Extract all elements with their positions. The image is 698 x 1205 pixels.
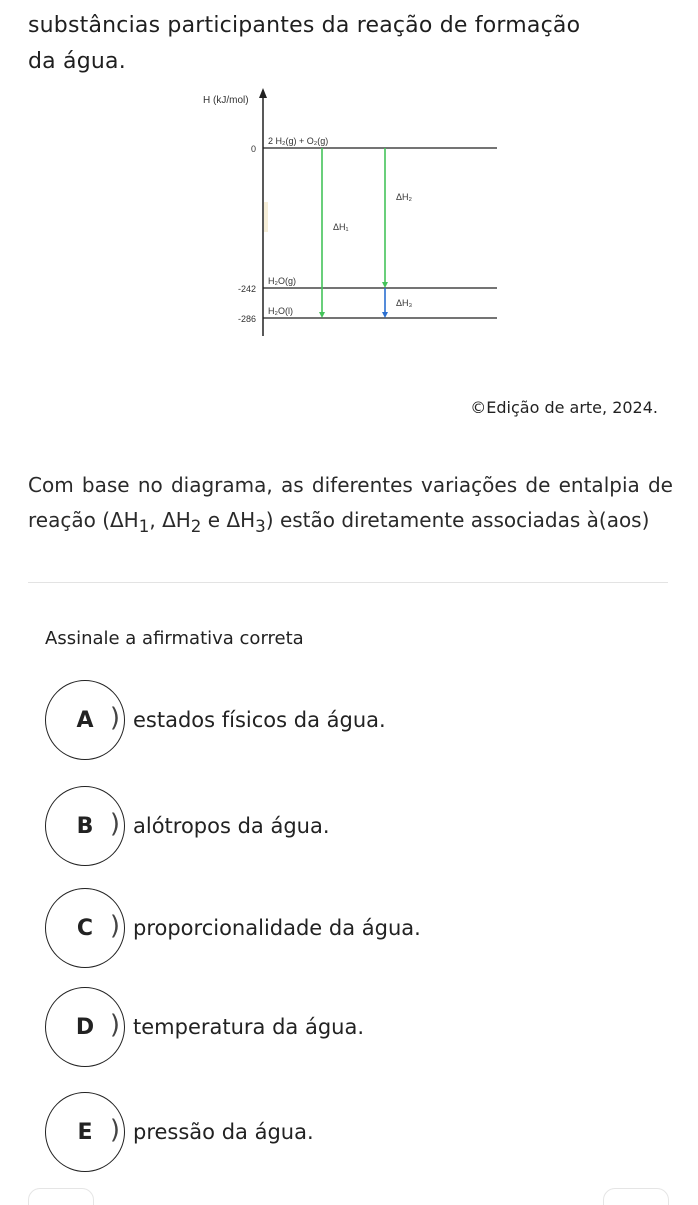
arrow-3-label: ΔH₃ xyxy=(396,298,413,308)
level-species-1: H₂O(g) xyxy=(268,276,296,286)
level-value-0: 0 xyxy=(250,144,256,154)
option-d[interactable] xyxy=(45,987,665,1067)
y-axis-label: H (kJ/mol) xyxy=(203,95,249,106)
option-c[interactable] xyxy=(45,888,665,968)
option-b-paren: ) xyxy=(109,809,120,839)
arrow-2-head xyxy=(382,282,388,288)
level-value-1: -242 xyxy=(237,284,256,294)
delta-h2-sub: 2 xyxy=(190,517,202,536)
arrow-1-label: ΔH₁ xyxy=(333,222,349,232)
option-a-text: estados físicos da água. xyxy=(133,708,386,732)
arrow-3-head xyxy=(382,312,388,318)
intro-text xyxy=(28,8,673,80)
y-axis-arrowhead xyxy=(259,88,267,98)
question-sep-1: , xyxy=(149,508,163,532)
axis-shade xyxy=(264,202,268,232)
instruction: Assinale a afirmativa correta xyxy=(45,628,304,649)
option-a[interactable] xyxy=(45,680,665,760)
bottom-tab-right[interactable] xyxy=(603,1188,669,1205)
question-text xyxy=(28,468,673,544)
question-part-2: ) estão diretamente associadas à(aos) xyxy=(265,508,650,532)
option-c-text: proporcionalidade da água. xyxy=(133,916,421,940)
question-sep-2: e xyxy=(201,508,227,532)
option-d-circle[interactable] xyxy=(45,987,125,1067)
option-d-letter: D xyxy=(75,1014,95,1040)
question-part-1: Com base no diagrama, as diferentes variações de entalpia de reação ( xyxy=(28,473,673,532)
option-c-paren: ) xyxy=(109,911,120,941)
option-b-circle[interactable] xyxy=(45,786,125,866)
intro-line-2: da água. xyxy=(28,49,126,74)
delta-h3: ΔH xyxy=(226,508,256,532)
delta-h1: ΔH xyxy=(110,508,139,532)
option-a-circle[interactable] xyxy=(45,680,125,760)
option-b-letter: B xyxy=(76,813,94,839)
option-b[interactable] xyxy=(45,786,665,866)
option-e-text: pressão da água. xyxy=(133,1120,314,1144)
level-species-2: H₂O(l) xyxy=(268,306,293,316)
arrow-1-head xyxy=(319,312,325,318)
enthalpy-arrows xyxy=(319,148,413,318)
option-e-paren: ) xyxy=(109,1115,120,1145)
arrow-2-label: ΔH₂ xyxy=(396,192,413,202)
intro-line-1: substâncias participantes da reação de formação xyxy=(28,13,581,38)
bottom-tab-left[interactable] xyxy=(28,1188,94,1205)
level-value-2: -286 xyxy=(237,314,256,324)
option-e-circle[interactable] xyxy=(45,1092,125,1172)
delta-h3-sub: 3 xyxy=(255,517,266,536)
option-e[interactable] xyxy=(45,1092,665,1172)
energy-levels xyxy=(238,136,497,324)
option-c-letter: C xyxy=(76,915,94,941)
option-a-paren: ) xyxy=(109,703,120,733)
level-species-0: 2 H₂(g) + O₂(g) xyxy=(268,136,329,146)
option-e-letter: E xyxy=(77,1119,93,1145)
option-d-text: temperatura da água. xyxy=(133,1015,365,1039)
image-credit: ©Edição de arte, 2024. xyxy=(470,398,658,417)
option-b-text: alótropos da água. xyxy=(133,814,330,838)
option-d-paren: ) xyxy=(109,1010,120,1040)
option-a-letter: A xyxy=(76,707,94,733)
option-c-circle[interactable] xyxy=(45,888,125,968)
delta-h1-sub: 1 xyxy=(138,517,150,536)
enthalpy-diagram xyxy=(0,80,698,350)
divider xyxy=(28,582,668,583)
delta-h2: ΔH xyxy=(162,508,191,532)
